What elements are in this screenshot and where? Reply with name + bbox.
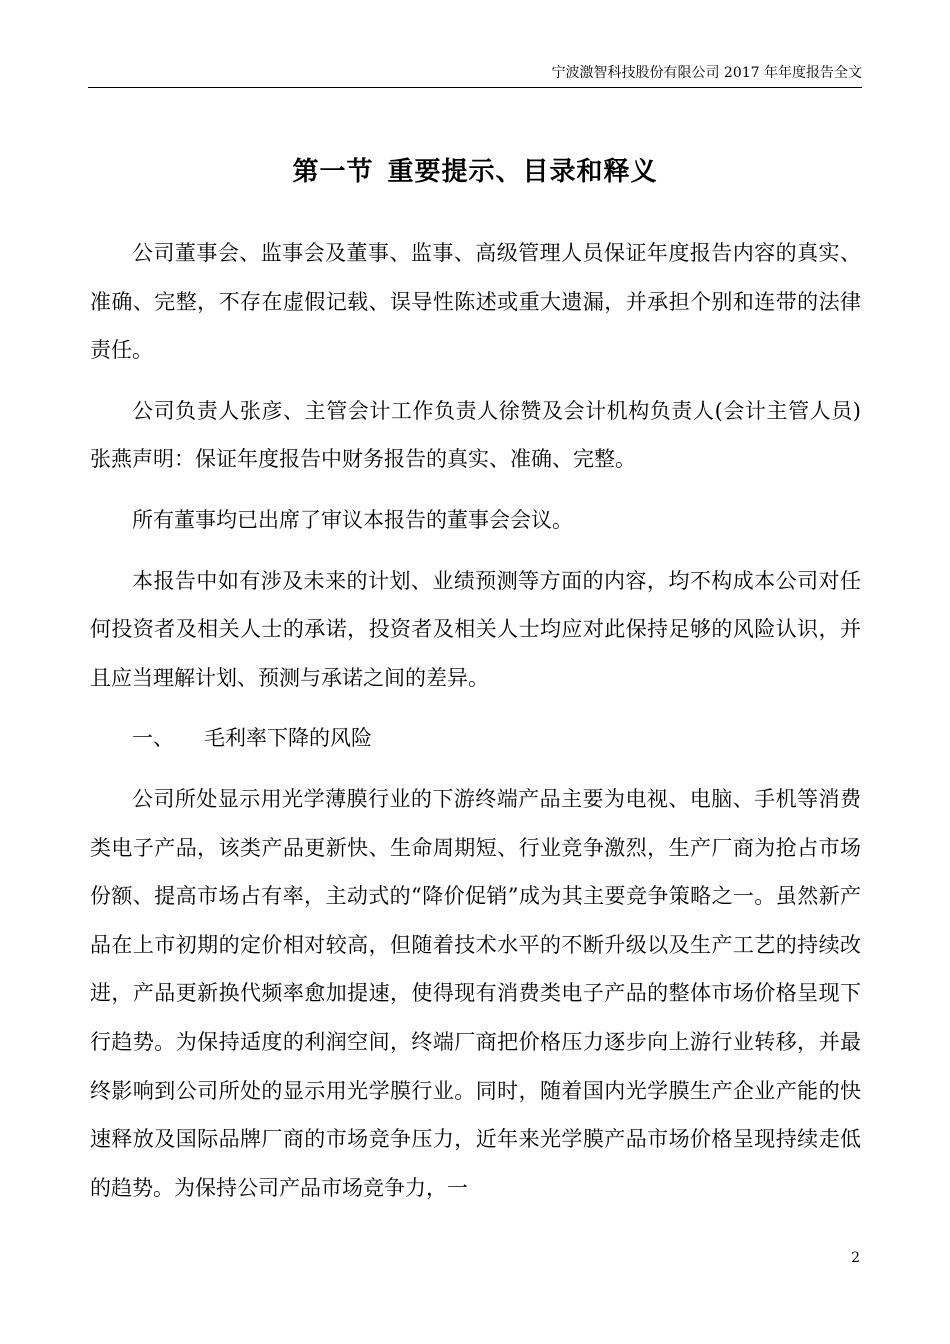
section-number: 第一节 — [292, 157, 374, 187]
section-title: 重要提示、目录和释义 — [387, 157, 658, 187]
document-body — [90, 229, 861, 1224]
risk-number: 一、 — [132, 726, 174, 751]
page-number: 2 — [851, 1250, 860, 1266]
paragraph-gross-margin-risk: 公司所处显示用光学薄膜行业的下游终端产品主要为电视、电脑、手机等消费类电子产品，该类产品更新快、生命周期短、行业竞争激烈，生产厂商为抢占市场份额、提高市场占有率，主动式的“降价促销”成为其主要竞争策略之一。虽然新产品在上市初期的定价相对较高，但随着技术水平的不断升级以及生产工艺的持续改进，产品更新换代频率愈加提速，使得现有消费类电子产品的整体市场价格呈现下行趋势。为保持适度的利润空间，终端厂商把价格压力逐步向上游行业转移，并最终影响到公司所处的显示用光学膜行业。同时，随着国内光学膜生产企业产能的快速释放及国际品牌厂商的市场竞争压力，近年来光学膜产品市场价格呈现持续走低的趋势。为保持公司产品市场竞争力，一 — [90, 786, 861, 1200]
risk-heading — [90, 714, 861, 763]
paragraph-directors-attendance: 所有董事均已出席了审议本报告的董事会会议。 — [132, 507, 573, 532]
risk-title: 毛利率下降的风险 — [204, 726, 372, 751]
header-rule — [88, 87, 862, 88]
paragraph-forward-looking: 本报告中如有涉及未来的计划、业绩预测等方面的内容，均不构成本公司对任何投资者及相关人士的承诺，投资者及相关人士均应对此保持足够的风险认识，并且应当理解计划、预测与承诺之间的差异。 — [90, 568, 861, 690]
running-header: 宁波激智科技股份有限公司 2017 年年度报告全文 — [551, 65, 862, 81]
paragraph-board-guarantee: 公司董事会、监事会及董事、监事、高级管理人员保证年度报告内容的真实、准确、完整，不存在虚假记载、误导性陈述或重大遗漏，并承担个别和连带的法律责任。 — [90, 241, 861, 363]
paragraph-responsible-persons: 公司负责人张彦、主管会计工作负责人徐赞及会计机构负责人(会计主管人员)张燕声明：保证年度报告中财务报告的真实、准确、完整。 — [90, 398, 861, 472]
page-title — [88, 152, 862, 192]
